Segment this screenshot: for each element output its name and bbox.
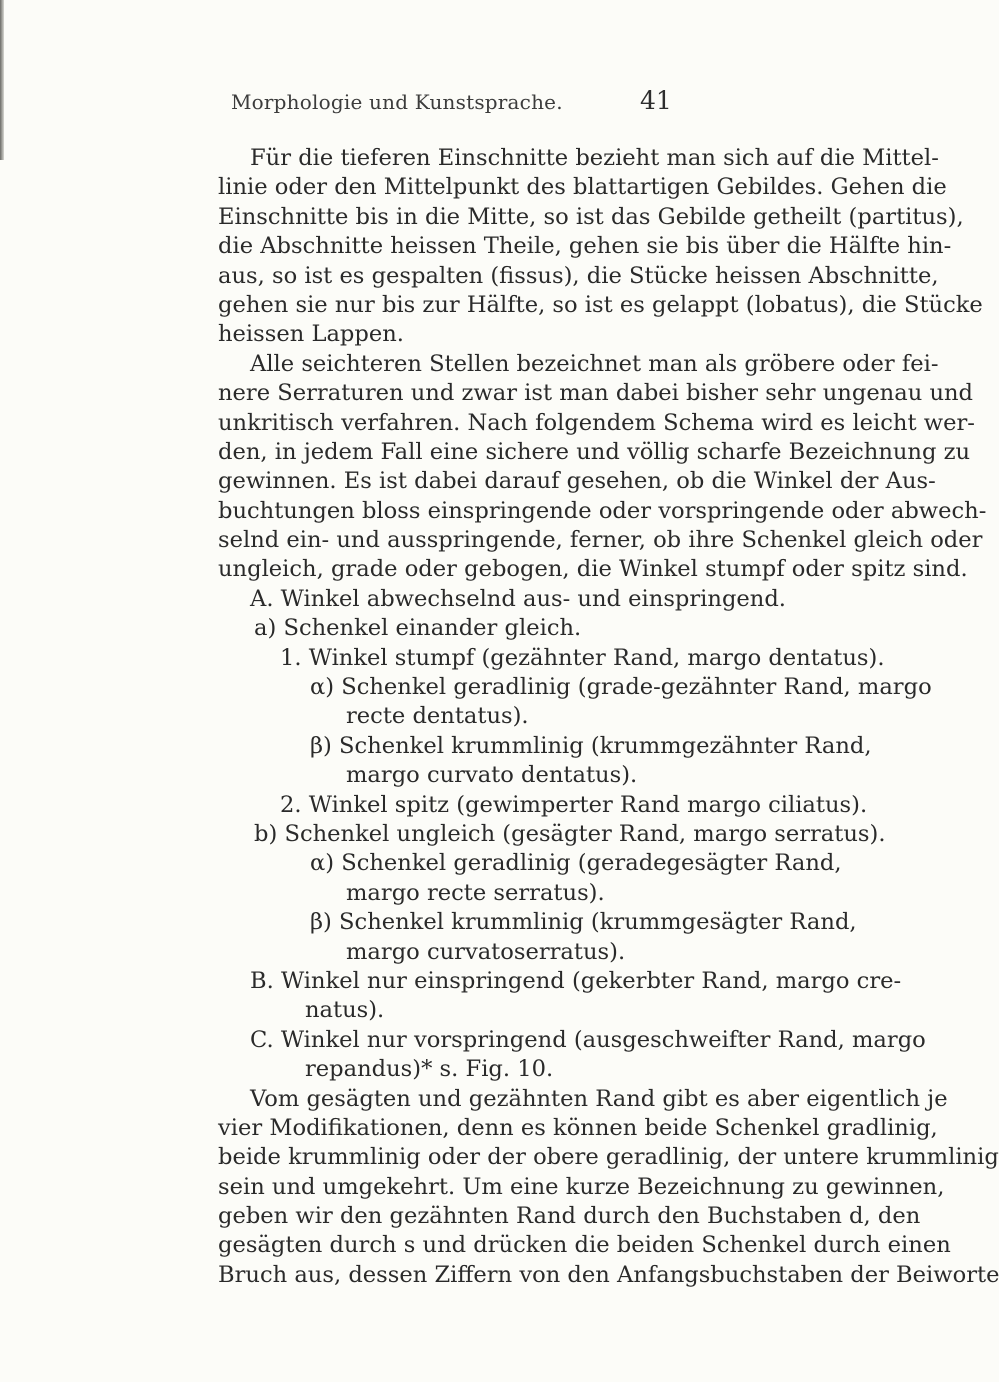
text-line: b) Schenkel ungleich (gesägter Rand, margo serratus).	[254, 820, 886, 847]
text-line: α) Schenkel geradlinig (geradegesägter Rand,	[310, 850, 842, 877]
text-line: gesägten durch s und drücken die beiden Schenkel durch einen	[218, 1232, 951, 1259]
text-line: C. Winkel nur vorspringend (ausgeschweifter Rand, margo	[250, 1026, 926, 1053]
text-line: beide krummlinig oder der obere geradlinig, der untere krummlinig	[218, 1144, 999, 1171]
text-line: heissen Lappen.	[218, 321, 404, 348]
text-line: ungleich, grade oder gebogen, die Winkel stumpf oder spitz sind.	[218, 556, 968, 583]
running-head: Morphologie und Kunstsprache.	[231, 90, 563, 114]
body-text	[218, 144, 999, 1290]
page-number: 41	[640, 86, 672, 115]
text-line: natus).	[305, 997, 385, 1024]
text-line: Für die tieferen Einschnitte bezieht man sich auf die Mittel-	[250, 145, 939, 171]
text-line: buchtungen bloss einspringende oder vorspringende oder abwech-	[218, 497, 987, 524]
text-line: die Abschnitte heissen Theile, gehen sie bis über die Hälfte hin-	[218, 233, 952, 260]
text-line: den, in jedem Fall eine sichere und völlig scharfe Bezeichnung zu	[218, 438, 971, 465]
text-line: nere Serraturen und zwar ist man dabei bisher sehr ungenau und	[218, 380, 974, 407]
text-line: recte dentatus).	[346, 703, 529, 730]
text-line: aus, so ist es gespalten (fissus), die Stücke heissen Abschnitte,	[218, 262, 939, 289]
text-line: B. Winkel nur einspringend (gekerbter Rand, margo cre-	[250, 967, 902, 994]
text-line: α) Schenkel geradlinig (grade-gezähnter Rand, margo	[310, 674, 932, 701]
text-line: β) Schenkel krummlinig (krummgesägter Rand,	[310, 909, 857, 936]
text-line: Bruch aus, dessen Ziffern von den Anfangsbuchstaben der Beiworte	[218, 1261, 999, 1288]
text-line: Einschnitte bis in die Mitte, so ist das Gebilde getheilt (partitus),	[218, 203, 964, 230]
text-line: Alle seichteren Stellen bezeichnet man als gröbere oder fei-	[250, 350, 939, 377]
page-binding-edge	[0, 0, 4, 160]
page-header	[0, 86, 801, 126]
text-line: repandus)* s. Fig. 10.	[305, 1056, 554, 1083]
text-line: sein und umgekehrt. Um eine kurze Bezeichnung zu gewinnen,	[218, 1173, 945, 1200]
text-line: β) Schenkel krummlinig (krummgezähnter Rand,	[310, 732, 872, 759]
text-line: vier Modifikationen, denn es können beide Schenkel gradlinig,	[218, 1114, 938, 1141]
text-line: a) Schenkel einander gleich.	[254, 615, 582, 642]
text-line: 1. Winkel stumpf (gezähnter Rand, margo dentatus).	[280, 644, 885, 671]
text-line: geben wir den gezähnten Rand durch den Buchstaben d, den	[218, 1203, 921, 1230]
text-line: gehen sie nur bis zur Hälfte, so ist es gelappt (lobatus), die Stücke	[218, 291, 983, 318]
text-line: gewinnen. Es ist dabei darauf gesehen, ob die Winkel der Aus-	[218, 468, 936, 495]
text-line: margo recte serratus).	[346, 879, 605, 906]
text-line: 2. Winkel spitz (gewimperter Rand margo ciliatus).	[280, 791, 868, 818]
text-line: linie oder den Mittelpunkt des blattartigen Gebildes. Gehen die	[218, 174, 947, 201]
text-line: A. Winkel abwechselnd aus- und einspringend.	[250, 585, 786, 612]
text-line: Vom gesägten und gezähnten Rand gibt es aber eigentlich je	[250, 1085, 948, 1112]
text-line: margo curvato dentatus).	[346, 762, 638, 789]
text-line: unkritisch verfahren. Nach folgendem Schema wird es leicht wer-	[218, 409, 975, 436]
text-line: margo curvatoserratus).	[346, 938, 626, 965]
text-line: selnd ein- und ausspringende, ferner, ob ihre Schenkel gleich oder	[218, 527, 983, 554]
